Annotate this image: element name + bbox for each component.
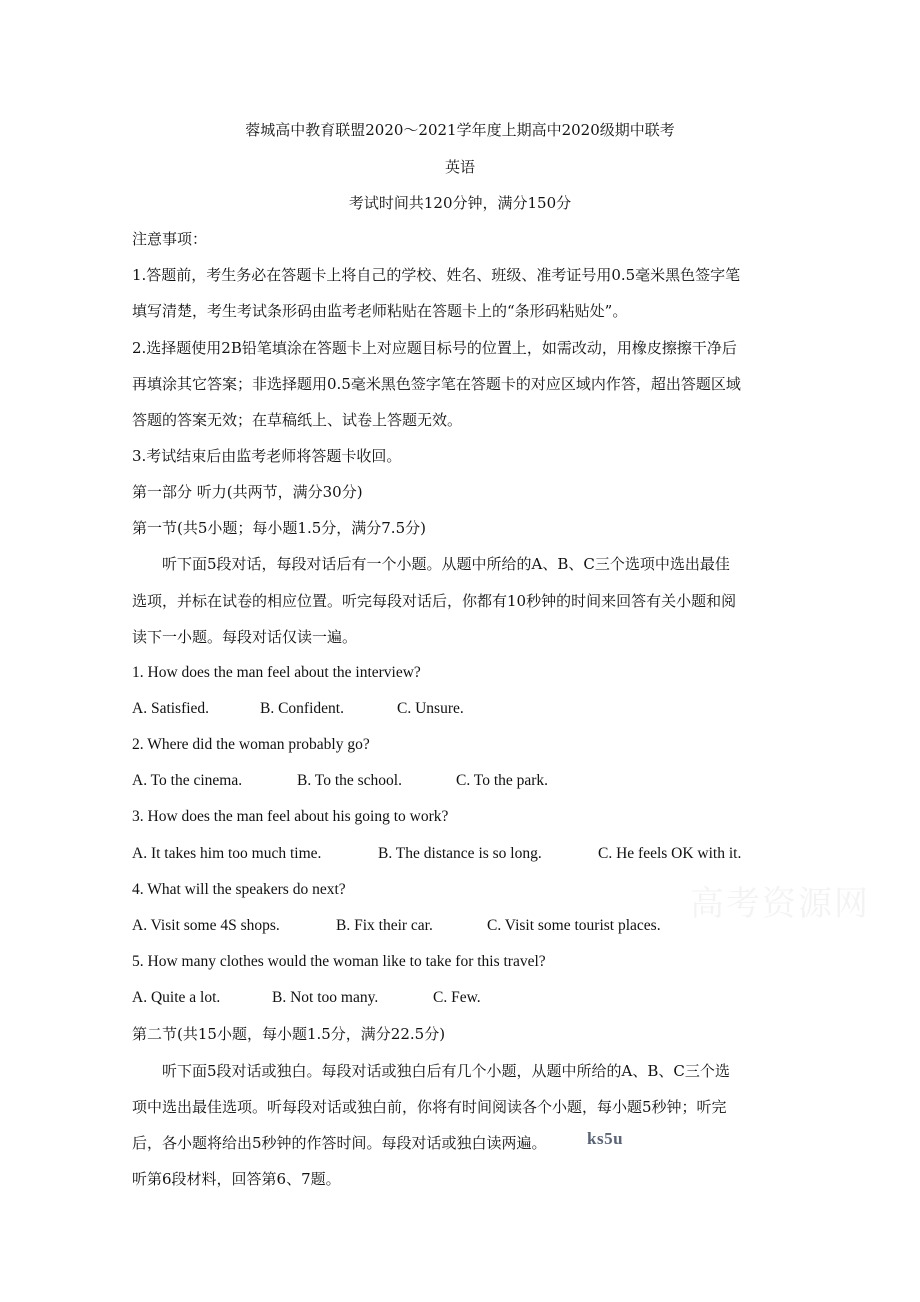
exam-title: 蓉城高中教育联盟2020～2021学年度上期高中2020级期中联考 xyxy=(245,121,675,139)
question-1-option-c: C. Unsure. xyxy=(397,700,464,717)
question-5-option-c: C. Few. xyxy=(433,989,481,1006)
section2-instruction-line-3: 后，各小题将给出5秒钟的作答时间。每段对话或独白读两遍。 xyxy=(132,1134,547,1152)
question-2-option-c: C. To the park. xyxy=(456,772,549,789)
note-3: 3.考试结束后由监考老师将答题卡收回。 xyxy=(132,447,402,465)
notes-heading: 注意事项： xyxy=(132,230,208,248)
question-3-option-c: C. He feels OK with it. xyxy=(598,845,742,862)
section2-instruction-line-2: 项中选出最佳选项。听每段对话或独白前，你将有时间阅读各个小题，每小题5秒钟；听完 xyxy=(132,1098,727,1116)
watermark: 高考资源网 xyxy=(690,884,870,924)
question-2: 2. Where did the woman probably go? xyxy=(132,736,370,753)
part1-title: 第一部分 听力(共两节，满分30分) xyxy=(132,483,363,501)
note-1-line-1: 1.答题前，考生务必在答题卡上将自己的学校、姓名、班级、准考证号用0.5毫米黑色签字笔 xyxy=(132,266,741,284)
material-6-instruction: 听第6段材料，回答第6、7题。 xyxy=(132,1170,341,1188)
question-1-option-b: B. Confident. xyxy=(260,700,344,717)
section1-instruction-line-2: 选项，并标在试卷的相应位置。听完每段对话后，你都有10秒钟的时间来回答有关小题和阅 xyxy=(132,592,737,610)
ks5u-logo: ks5u xyxy=(587,1129,624,1148)
question-2-option-b: B. To the school. xyxy=(297,772,402,789)
question-3: 3. How does the man feel about his going to work? xyxy=(132,808,449,825)
question-3-option-b: B. The distance is so long. xyxy=(378,845,542,862)
question-1: 1. How does the man feel about the interview? xyxy=(132,664,421,681)
section1-instruction-line-3: 读下一小题。每段对话仅读一遍。 xyxy=(132,628,358,646)
question-5: 5. How many clothes would the woman like to take for this travel? xyxy=(132,953,546,970)
question-4: 4. What will the speakers do next? xyxy=(132,881,346,898)
note-1-line-2: 填写清楚，考生考试条形码由监考老师粘贴在答题卡上的“条形码粘贴处”。 xyxy=(132,302,628,320)
note-2-line-3: 答题的答案无效；在草稿纸上、试卷上答题无效。 xyxy=(132,411,463,429)
question-1-option-a: A. Satisfied. xyxy=(132,700,210,717)
question-5-option-b: B. Not too many. xyxy=(272,989,379,1006)
question-4-option-b: B. Fix their car. xyxy=(336,917,433,934)
question-2-option-a: A. To the cinema. xyxy=(132,772,243,789)
question-3-option-a: A. It takes him too much time. xyxy=(132,845,322,862)
section1-title: 第一节(共5小题；每小题1.5分，满分7.5分) xyxy=(132,519,426,537)
question-5-option-a: A. Quite a lot. xyxy=(132,989,221,1006)
question-4-option-c: C. Visit some tourist places. xyxy=(487,917,661,934)
exam-info: 考试时间共120分钟，满分150分 xyxy=(348,194,572,212)
question-4-option-a: A. Visit some 4S shops. xyxy=(132,917,280,934)
section2-instruction-line-1: 听下面5段对话或独白。每段对话或独白后有几个小题，从题中所给的A、B、C三个选 xyxy=(162,1062,730,1080)
section2-title: 第二节(共15小题，每小题1.5分，满分22.5分) xyxy=(132,1025,446,1043)
note-2-line-2: 再填涂其它答案；非选择题用0.5毫米黑色签字笔在答题卡的对应区域内作答，超出答题区域 xyxy=(132,375,741,393)
note-2-line-1: 2.选择题使用2B铅笔填涂在答题卡上对应题目标号的位置上，如需改动，用橡皮擦擦干净后 xyxy=(132,339,737,357)
section1-instruction-line-1: 听下面5段对话，每段对话后有一个小题。从题中所给的A、B、C三个选项中选出最佳 xyxy=(162,555,730,573)
exam-subject: 英语 xyxy=(444,158,475,176)
